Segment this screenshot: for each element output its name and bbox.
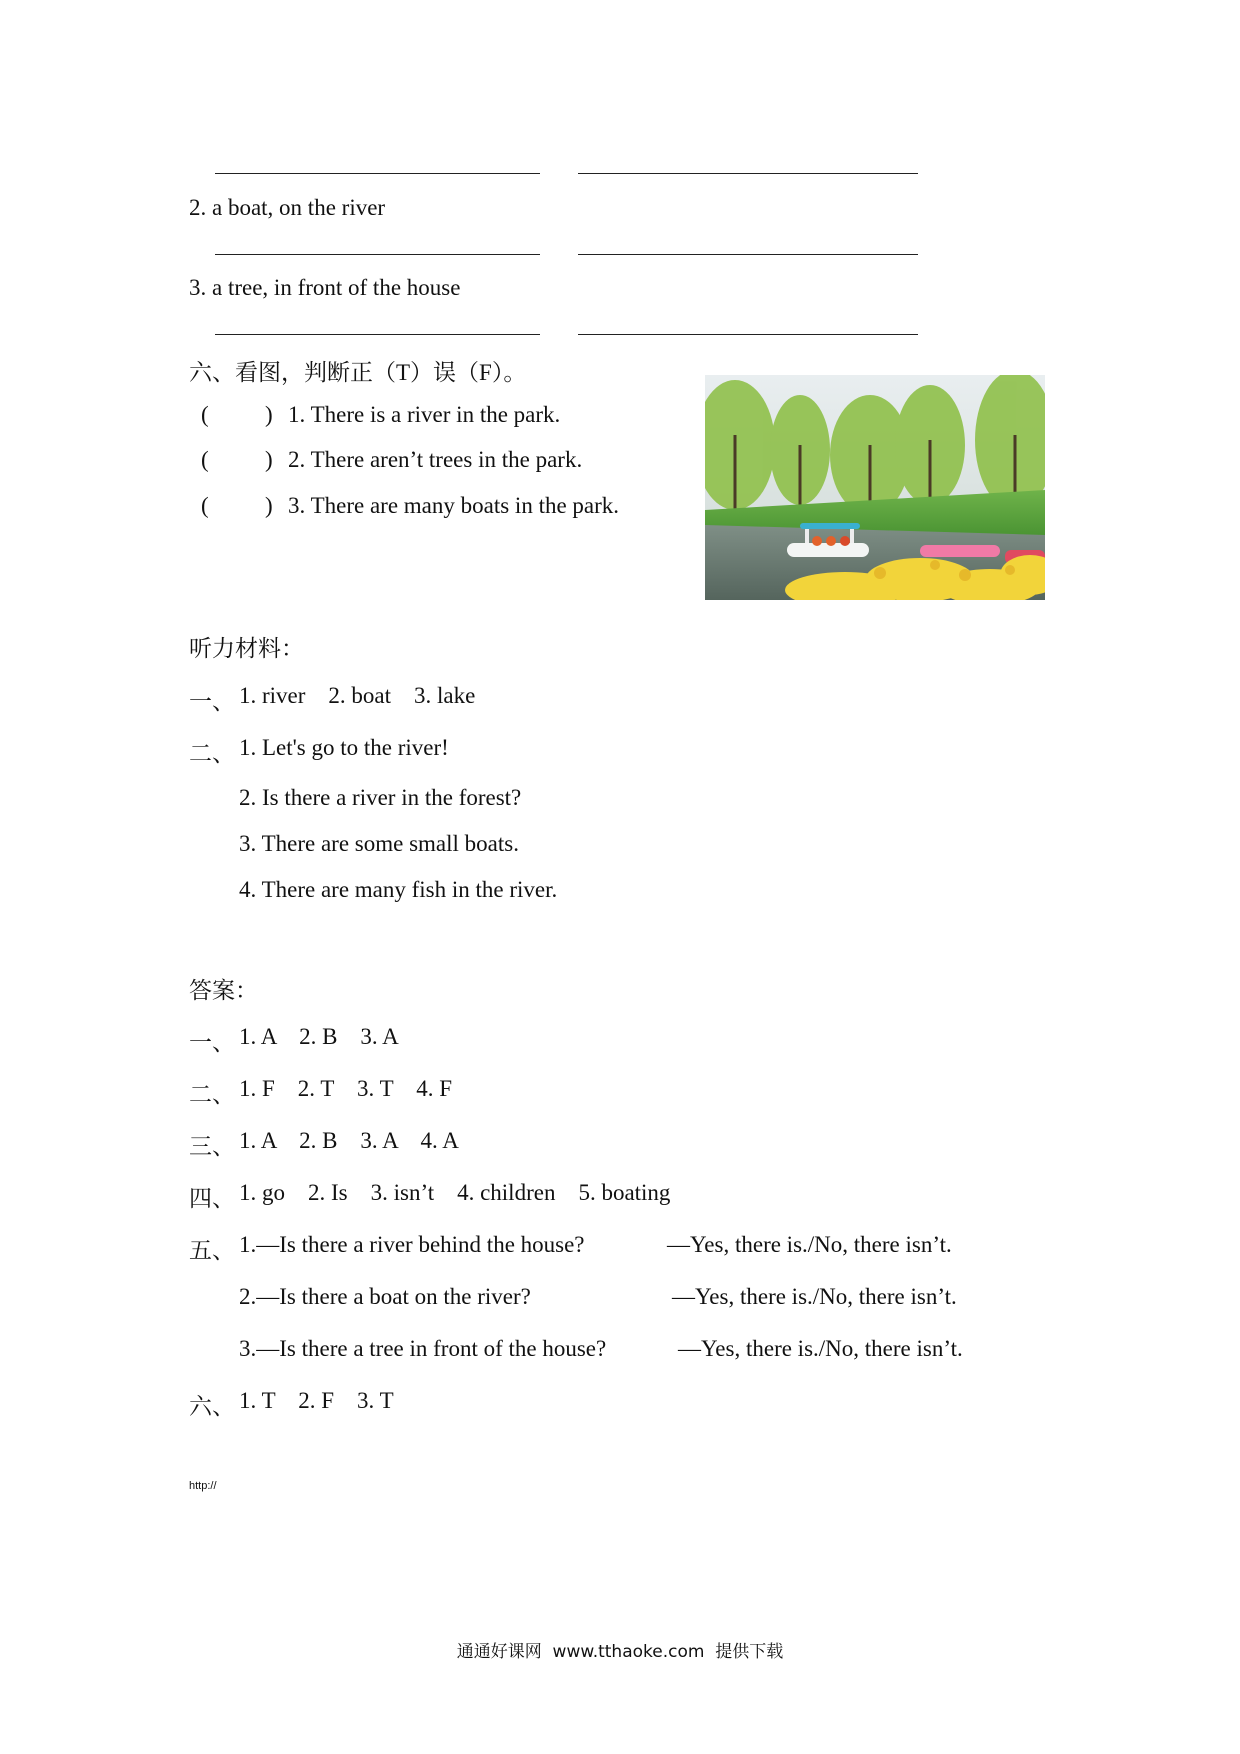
answer-line: [578, 334, 918, 335]
bracket-close: ): [265, 493, 273, 518]
exercise-item: 2. a boat, on the river: [189, 195, 386, 220]
listening-line: 1. river 2. boat 3. lake: [239, 683, 476, 708]
exercise-item: 3. a tree, in front of the house: [189, 275, 461, 300]
answer-line: [578, 173, 918, 174]
section-number: 二、: [189, 1082, 235, 1107]
section-number: 五、: [189, 1238, 235, 1263]
bracket-close: ): [265, 402, 273, 427]
listening-line: 3. There are some small boats.: [239, 831, 519, 856]
answer-line: [578, 254, 918, 255]
bracket-open: (: [201, 447, 209, 472]
section-number: 三、: [189, 1134, 235, 1159]
section-number: 一、: [189, 1030, 235, 1055]
answers-title: 答案：: [189, 978, 258, 1003]
section-number: 一、: [189, 689, 235, 714]
section-number: 六、: [189, 1394, 235, 1419]
footer-text: 通通好课网 www.tthaoke.com 提供下载: [456, 1642, 784, 1662]
tf-question: 1. There is a river in the park.: [288, 402, 561, 427]
answer-question: 3.—Is there a tree in front of the house?: [239, 1336, 607, 1361]
listening-line: 4. There are many fish in the river.: [239, 877, 558, 902]
listening-title: 听力材料：: [189, 636, 304, 661]
listening-line: 1. Let's go to the river!: [239, 735, 449, 760]
answer-row: 1. A 2. B 3. A: [239, 1024, 399, 1049]
bracket-close: ): [265, 447, 273, 472]
answer-question: 2.—Is there a boat on the river?: [239, 1284, 531, 1309]
url-stub: http://: [189, 1480, 217, 1492]
answer-row: 1. A 2. B 3. A 4. A: [239, 1128, 459, 1153]
answer-response: —Yes, there is./No, there isn’t.: [678, 1336, 963, 1361]
answer-response: —Yes, there is./No, there isn’t.: [667, 1232, 952, 1257]
answer-row: 1. F 2. T 3. T 4. F: [239, 1076, 453, 1101]
answer-question: 1.—Is there a river behind the house?: [239, 1232, 585, 1257]
listening-line: 2. Is there a river in the forest?: [239, 785, 522, 810]
section-number: 四、: [189, 1186, 235, 1211]
tf-question: 2. There aren’t trees in the park.: [288, 447, 583, 472]
bracket-open: (: [201, 493, 209, 518]
section-number: 二、: [189, 741, 235, 766]
answer-row: 1. go 2. Is 3. isn’t 4. children 5. boating: [239, 1180, 671, 1205]
section-heading: 六、看图，判断正（T）误（F）。: [189, 360, 527, 385]
park-photo: [705, 375, 1045, 600]
answer-line: [215, 334, 540, 335]
tf-question: 3. There are many boats in the park.: [288, 493, 620, 518]
answer-row: 1. T 2. F 3. T: [239, 1388, 394, 1413]
bracket-open: (: [201, 402, 209, 427]
answer-line: [215, 254, 540, 255]
answer-line: [215, 173, 540, 174]
answer-response: —Yes, there is./No, there isn’t.: [672, 1284, 957, 1309]
